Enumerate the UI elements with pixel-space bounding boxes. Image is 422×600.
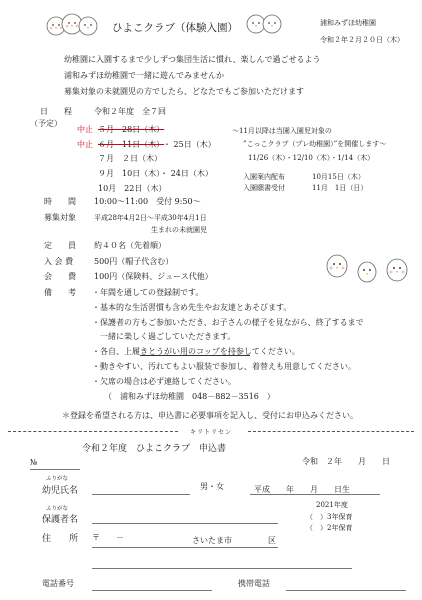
note-2: ・基本的な生活習慣も含め先生やお友達とあそびます。 [92, 303, 292, 312]
postal-field[interactable]: 〒 － [92, 533, 124, 542]
schedule-summary: 令和２年度 全７回 [94, 107, 166, 116]
note-5: ・各自、上履きとうがい用のコップを持参してください。 [92, 347, 300, 356]
phone-label: 電話番号 [42, 579, 74, 588]
intro-line-1: 幼稚園に入園するまで少しずつ集団生活に慣れ、楽しんで過ごせるよう [64, 55, 321, 64]
phone-field[interactable] [92, 590, 212, 591]
apply-label: 入園願書受付 [243, 184, 285, 192]
mobile-label: 携帯電話 [238, 579, 270, 588]
time-label: 時 間 [44, 197, 76, 206]
child-name-field[interactable] [92, 494, 190, 495]
birth-date-line [250, 494, 380, 495]
form-number-label: № [30, 458, 38, 467]
cut-line-left [8, 431, 178, 432]
fee-value: 100円（保険料、ジュース代他） [94, 272, 213, 281]
side-note-dates: 11/26（木）・12/10（木）・1/14（木） [248, 154, 375, 162]
side-note-line-2: ”こっこクラブ（プレ幼稚園）”を開催します～ [243, 140, 387, 148]
school-name: 浦和みずほ幼稚園 [320, 19, 376, 27]
schedule-after-cancel: ・ 25日（木） [163, 140, 216, 149]
option-3-year[interactable]: （ ）3年保育 [306, 513, 353, 521]
fee-label: 会 費 [44, 272, 76, 281]
target-label: 募集対象 [44, 213, 76, 222]
guardian-name-label: 保護者名 [42, 515, 79, 525]
target-value: 平成28年4月2日～平成30年4月1日 [94, 214, 207, 222]
form-number-line [30, 469, 80, 470]
note-6: ・動きやすい、汚れてもよい服装で参加し、着替えも用意してください。 [92, 362, 356, 371]
capacity-value: 約４０名（先着順） [94, 241, 166, 250]
note-contact: （ 浦和みずほ幼稚園 048－882－3516 ） [104, 392, 275, 401]
guide-date: 10月15日（木） [312, 173, 365, 181]
schedule-row-3: 10月 22日（木） [98, 184, 167, 193]
cut-line-right [248, 431, 414, 432]
cancel-mark-1: 中止 [77, 125, 93, 134]
guardian-ruby: ふりがな [46, 506, 69, 512]
option-2-year[interactable]: （ ）2年保育 [306, 524, 353, 532]
side-note-line-1: ～11月以降は当園入園児対象の [232, 127, 332, 135]
guide-label: 入園案内配布 [243, 173, 285, 181]
note-4: 一緒に楽しく過ごしていただきます。 [92, 332, 236, 341]
child-ruby: ふりがな [46, 476, 69, 482]
registration-note: ＊登録を希望される方は、申込書に必要事項を記入し、受付にお申込みください。 [62, 411, 358, 420]
form-date: 令和 ２年 月 日 [302, 457, 390, 466]
note-7: ・欠席の場合は必ず連絡してください。 [92, 377, 236, 386]
address-line-1[interactable] [92, 547, 278, 548]
time-value: 10:00～11:00 受付 9:50～ [94, 197, 201, 206]
apply-date: 11月 1日（日） [312, 184, 368, 192]
entry-fee-label: 入 会 費 [44, 257, 74, 266]
schedule-row-1: ７月 ２日（木） [98, 154, 162, 163]
schedule-row-2: ９月 10日（木）・ 24日（木） [98, 169, 213, 178]
ward-label: 区 [268, 536, 276, 545]
child-name-label: 幼児氏名 [42, 486, 79, 496]
intro-line-2: 浦和みずほ幼稚園で一緒に遊んでみませんか [64, 71, 224, 80]
target-value-2: 生まれの未就園児 [151, 226, 207, 234]
schedule-label-sub: （予定） [30, 119, 62, 128]
cancelled-date-1: ５月 28日（木） [98, 125, 165, 134]
issue-date: 令和２年２月２０日（木） [320, 36, 404, 44]
cup-underline [140, 355, 250, 356]
cancel-mark-2: 中止 [77, 140, 93, 149]
capacity-label: 定 員 [44, 241, 76, 250]
cancelled-date-2: ６月 11日（木） [98, 140, 165, 149]
note-3: ・保護者の方もご参加いただき、お子さんの様子を見ながら、終了するまで [92, 318, 364, 327]
chick-illustration-middle [317, 246, 417, 288]
entry-fee-value: 500円（帽子代含む） [94, 257, 174, 266]
chick-illustration-right [244, 10, 284, 36]
gender-field[interactable]: 男・女 [200, 482, 224, 491]
chick-illustration-left [44, 10, 104, 38]
form-title: 令和２年度 ひよこクラブ 申込書 [82, 444, 227, 454]
city-label: さいたま市 [192, 536, 232, 545]
mobile-field[interactable] [286, 590, 406, 591]
cut-label: キリトリセン [190, 429, 232, 436]
schedule-label: 日 程 [40, 107, 72, 116]
address-label: 住 所 [42, 534, 79, 544]
birth-date-field[interactable]: 平成 年 月 日生 [254, 485, 350, 494]
guardian-name-field[interactable] [92, 523, 278, 524]
note-1: ・年間を通しての登録制です。 [92, 288, 204, 297]
intro-line-3: 募集対象の未就園児の方でしたら、どなたでもご参加いただけます [64, 87, 304, 96]
enroll-year-label: 2021年度 [316, 501, 348, 509]
page-title: ひよこクラブ（体験入園） [112, 22, 238, 34]
address-line-2[interactable] [92, 568, 352, 569]
notes-label: 備 考 [44, 288, 76, 297]
